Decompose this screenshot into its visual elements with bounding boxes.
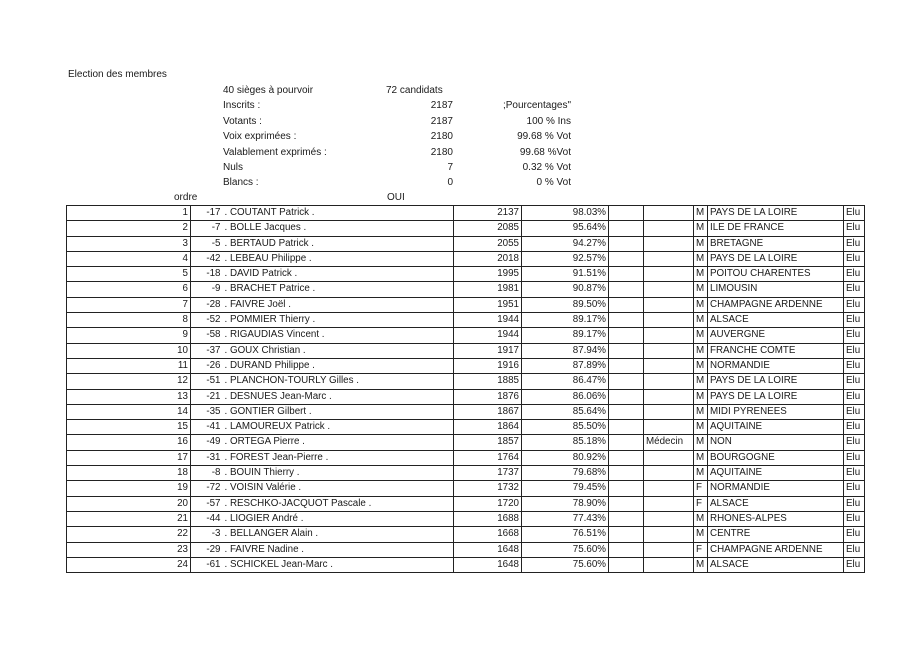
summary-percent: 0 % Vot [536, 177, 571, 189]
percent-cell: 75.60% [522, 557, 609, 572]
percent-cell: 95.64% [522, 221, 609, 236]
region-cell: CENTRE [708, 527, 844, 542]
candidate-name-cell: . BOLLE Jacques . [223, 221, 454, 236]
table-row [67, 251, 865, 266]
rank-cell: 7 [67, 297, 191, 312]
blank-cell [609, 206, 644, 221]
status-cell: Elu [844, 343, 865, 358]
rank-cell: 18 [67, 466, 191, 481]
summary-percent: 100 % Ins [526, 115, 571, 127]
summary-percent: ;Pourcentages" [502, 100, 571, 112]
table-row [67, 496, 865, 511]
region-cell: BRETAGNE [708, 236, 844, 251]
profession-cell [644, 389, 694, 404]
status-cell: Elu [844, 251, 865, 266]
status-cell: Elu [844, 328, 865, 343]
profession-cell [644, 282, 694, 297]
results-table [66, 205, 865, 573]
summary-row [223, 145, 583, 160]
table-row [67, 527, 865, 542]
votes-cell: 1981 [454, 282, 522, 297]
summary-block [223, 83, 583, 191]
profession-cell [644, 297, 694, 312]
sex-cell: M [694, 251, 708, 266]
sex-cell: M [694, 206, 708, 221]
ordre-cell: -49 [191, 435, 223, 450]
blank-cell [609, 450, 644, 465]
profession-cell [644, 404, 694, 419]
region-cell: ALSACE [708, 557, 844, 572]
region-cell: RHONES-ALPES [708, 511, 844, 526]
region-cell: PAYS DE LA LOIRE [708, 206, 844, 221]
votes-cell: 2055 [454, 236, 522, 251]
candidate-name-cell: . VOISIN Valérie . [223, 481, 454, 496]
profession-cell [644, 511, 694, 526]
percent-cell: 87.89% [522, 358, 609, 373]
region-cell: NON [708, 435, 844, 450]
blank-cell [609, 527, 644, 542]
summary-row [223, 114, 583, 129]
percent-cell: 85.50% [522, 420, 609, 435]
rank-cell: 19 [67, 481, 191, 496]
percent-cell: 85.64% [522, 404, 609, 419]
percent-cell: 89.50% [522, 297, 609, 312]
region-cell: MIDI PYRENEES [708, 404, 844, 419]
region-cell: LIMOUSIN [708, 282, 844, 297]
votes-cell: 1864 [454, 420, 522, 435]
blank-cell [609, 420, 644, 435]
profession-cell [644, 557, 694, 572]
sex-cell: M [694, 328, 708, 343]
rank-cell: 13 [67, 389, 191, 404]
ordre-cell: -28 [191, 297, 223, 312]
rank-cell: 10 [67, 343, 191, 358]
ordre-cell: -29 [191, 542, 223, 557]
votes-cell: 1944 [454, 328, 522, 343]
blank-cell [609, 435, 644, 450]
table-row [67, 542, 865, 557]
votes-cell: 1885 [454, 374, 522, 389]
sex-cell: M [694, 297, 708, 312]
sex-cell: M [694, 527, 708, 542]
table-row [67, 221, 865, 236]
sex-cell: M [694, 374, 708, 389]
status-cell: Elu [844, 313, 865, 328]
profession-cell [644, 251, 694, 266]
candidate-name-cell: . ORTEGA Pierre . [223, 435, 454, 450]
seats-label: 40 sièges à pourvoir [223, 85, 314, 96]
summary-row [223, 175, 583, 190]
table-row [67, 374, 865, 389]
results-body [67, 206, 865, 573]
table-row [67, 236, 865, 251]
candidate-name-cell: . BOUIN Thierry . [223, 466, 454, 481]
candidate-name-cell: . FAIVRE Joël . [223, 297, 454, 312]
candidate-name-cell: . BRACHET Patrice . [223, 282, 454, 297]
sex-cell: M [694, 343, 708, 358]
table-row [67, 282, 865, 297]
table-row [67, 313, 865, 328]
profession-cell [644, 328, 694, 343]
ordre-cell: -51 [191, 374, 223, 389]
table-row [67, 358, 865, 373]
percent-cell: 87.94% [522, 343, 609, 358]
status-cell: Elu [844, 389, 865, 404]
candidate-name-cell: . LEBEAU Philippe . [223, 251, 454, 266]
percent-cell: 86.47% [522, 374, 609, 389]
region-cell: ILE DE FRANCE [708, 221, 844, 236]
blank-cell [609, 557, 644, 572]
votes-cell: 1917 [454, 343, 522, 358]
candidate-name-cell: . SCHICKEL Jean-Marc . [223, 557, 454, 572]
rank-cell: 16 [67, 435, 191, 450]
blank-cell [609, 466, 644, 481]
status-cell: Elu [844, 511, 865, 526]
region-cell: NORMANDIE [708, 358, 844, 373]
percent-cell: 90.87% [522, 282, 609, 297]
region-cell: AQUITAINE [708, 420, 844, 435]
percent-cell: 89.17% [522, 313, 609, 328]
table-row [67, 328, 865, 343]
status-cell: Elu [844, 404, 865, 419]
rank-cell: 23 [67, 542, 191, 557]
candidate-name-cell: . LIOGIER André . [223, 511, 454, 526]
candidate-name-cell: . PLANCHON-TOURLY Gilles . [223, 374, 454, 389]
rank-cell: 1 [67, 206, 191, 221]
status-cell: Elu [844, 542, 865, 557]
ordre-cell: -3 [191, 527, 223, 542]
profession-cell [644, 206, 694, 221]
blank-cell [609, 251, 644, 266]
region-cell: POITOU CHARENTES [708, 267, 844, 282]
status-cell: Elu [844, 435, 865, 450]
status-cell: Elu [844, 481, 865, 496]
sex-cell: M [694, 435, 708, 450]
percent-cell: 92.57% [522, 251, 609, 266]
candidate-name-cell: . DESNUES Jean-Marc . [223, 389, 454, 404]
region-cell: PAYS DE LA LOIRE [708, 251, 844, 266]
summary-rows [223, 98, 583, 190]
status-cell: Elu [844, 206, 865, 221]
profession-cell [644, 267, 694, 282]
blank-cell [609, 313, 644, 328]
status-cell: Elu [844, 557, 865, 572]
votes-cell: 2018 [454, 251, 522, 266]
blank-cell [609, 343, 644, 358]
percent-cell: 79.45% [522, 481, 609, 496]
sex-cell: M [694, 511, 708, 526]
percent-cell: 75.60% [522, 542, 609, 557]
summary-seats-row [223, 83, 583, 98]
summary-label: Voix exprimées : [223, 131, 297, 143]
votes-cell: 1867 [454, 404, 522, 419]
summary-value: 7 [447, 161, 453, 173]
votes-cell: 1916 [454, 358, 522, 373]
blank-cell [609, 374, 644, 389]
percent-cell: 94.27% [522, 236, 609, 251]
sex-cell: M [694, 404, 708, 419]
ordre-cell: -8 [191, 466, 223, 481]
sex-cell: M [694, 420, 708, 435]
votes-cell: 2137 [454, 206, 522, 221]
ordre-cell: -26 [191, 358, 223, 373]
profession-cell: Médecin [644, 435, 694, 450]
percent-cell: 80.92% [522, 450, 609, 465]
summary-value: 2180 [430, 131, 453, 143]
percent-cell: 89.17% [522, 328, 609, 343]
region-cell: AUVERGNE [708, 328, 844, 343]
summary-label: Valablement exprimés : [223, 146, 327, 158]
blank-cell [609, 542, 644, 557]
ordre-cell: -35 [191, 404, 223, 419]
ordre-cell: -37 [191, 343, 223, 358]
region-cell: CHAMPAGNE ARDENNE [708, 297, 844, 312]
status-cell: Elu [844, 496, 865, 511]
table-row [67, 557, 865, 572]
sex-cell: M [694, 466, 708, 481]
votes-cell: 1737 [454, 466, 522, 481]
rank-cell: 15 [67, 420, 191, 435]
sex-cell: F [694, 496, 708, 511]
sex-cell: F [694, 542, 708, 557]
ordre-cell: -18 [191, 267, 223, 282]
profession-cell [644, 374, 694, 389]
table-row [67, 466, 865, 481]
table-row [67, 420, 865, 435]
rank-cell: 6 [67, 282, 191, 297]
votes-cell: 1951 [454, 297, 522, 312]
ordre-cell: -57 [191, 496, 223, 511]
table-row [67, 206, 865, 221]
table-row [67, 389, 865, 404]
votes-cell: 1764 [454, 450, 522, 465]
table-row [67, 404, 865, 419]
rank-cell: 12 [67, 374, 191, 389]
rank-cell: 3 [67, 236, 191, 251]
candidate-name-cell: . GOUX Christian . [223, 343, 454, 358]
rank-cell: 11 [67, 358, 191, 373]
votes-cell: 1688 [454, 511, 522, 526]
votes-cell: 1944 [454, 313, 522, 328]
percent-cell: 79.68% [522, 466, 609, 481]
votes-cell: 1857 [454, 435, 522, 450]
rank-cell: 9 [67, 328, 191, 343]
votes-cell: 2085 [454, 221, 522, 236]
ordre-cell: -58 [191, 328, 223, 343]
profession-cell [644, 542, 694, 557]
status-cell: Elu [844, 267, 865, 282]
candidate-name-cell: . BERTAUD Patrick . [223, 236, 454, 251]
candidate-name-cell: . BELLANGER Alain . [223, 527, 454, 542]
summary-percent: 99.68 % Vot [517, 131, 571, 143]
ordre-cell: -72 [191, 481, 223, 496]
table-row [67, 450, 865, 465]
region-cell: NORMANDIE [708, 481, 844, 496]
ordre-cell: -5 [191, 236, 223, 251]
ordre-cell: -41 [191, 420, 223, 435]
votes-cell: 1720 [454, 496, 522, 511]
votes-cell: 1648 [454, 557, 522, 572]
table-row [67, 343, 865, 358]
percent-cell: 76.51% [522, 527, 609, 542]
rank-cell: 22 [67, 527, 191, 542]
status-cell: Elu [844, 236, 865, 251]
document-title: Election des membres [68, 69, 167, 80]
region-cell: PAYS DE LA LOIRE [708, 374, 844, 389]
percent-cell: 78.90% [522, 496, 609, 511]
profession-cell [644, 358, 694, 373]
profession-cell [644, 236, 694, 251]
ordre-cell: -9 [191, 282, 223, 297]
ordre-cell: -44 [191, 511, 223, 526]
status-cell: Elu [844, 450, 865, 465]
sex-cell: M [694, 450, 708, 465]
status-cell: Elu [844, 282, 865, 297]
sex-cell: M [694, 557, 708, 572]
percent-cell: 85.18% [522, 435, 609, 450]
region-cell: PAYS DE LA LOIRE [708, 389, 844, 404]
summary-value: 0 [447, 177, 453, 189]
table-row [67, 511, 865, 526]
oui-header: OUI [387, 192, 405, 203]
summary-value: 2187 [430, 100, 453, 112]
candidate-name-cell: . FAIVRE Nadine . [223, 542, 454, 557]
sex-cell: M [694, 313, 708, 328]
profession-cell [644, 313, 694, 328]
summary-label: Blancs : [223, 177, 259, 189]
ordre-cell: -17 [191, 206, 223, 221]
ordre-header: ordre [174, 192, 198, 203]
candidate-name-cell: . RIGAUDIAS Vincent . [223, 328, 454, 343]
status-cell: Elu [844, 420, 865, 435]
votes-cell: 1648 [454, 542, 522, 557]
blank-cell [609, 297, 644, 312]
region-cell: BOURGOGNE [708, 450, 844, 465]
region-cell: ALSACE [708, 496, 844, 511]
rank-cell: 21 [67, 511, 191, 526]
profession-cell [644, 343, 694, 358]
blank-cell [609, 267, 644, 282]
summary-value: 2187 [430, 115, 453, 127]
candidate-name-cell: . GONTIER Gilbert . [223, 404, 454, 419]
rank-cell: 2 [67, 221, 191, 236]
percent-cell: 98.03% [522, 206, 609, 221]
status-cell: Elu [844, 358, 865, 373]
sex-cell: F [694, 481, 708, 496]
percent-cell: 86.06% [522, 389, 609, 404]
status-cell: Elu [844, 466, 865, 481]
profession-cell [644, 420, 694, 435]
ordre-cell: -31 [191, 450, 223, 465]
blank-cell [609, 389, 644, 404]
blank-cell [609, 404, 644, 419]
ordre-cell: -42 [191, 251, 223, 266]
rank-cell: 20 [67, 496, 191, 511]
summary-value: 2180 [430, 146, 453, 158]
rank-cell: 14 [67, 404, 191, 419]
region-cell: CHAMPAGNE ARDENNE [708, 542, 844, 557]
summary-row [223, 160, 583, 175]
ordre-cell: -7 [191, 221, 223, 236]
rank-cell: 24 [67, 557, 191, 572]
blank-cell [609, 511, 644, 526]
votes-cell: 1732 [454, 481, 522, 496]
profession-cell [644, 527, 694, 542]
sex-cell: M [694, 221, 708, 236]
summary-label: Nuls [223, 161, 244, 173]
blank-cell [609, 221, 644, 236]
summary-percent: 99.68 %Vot [519, 146, 571, 158]
rank-cell: 17 [67, 450, 191, 465]
table-row [67, 267, 865, 282]
candidate-name-cell: . COUTANT Patrick . [223, 206, 454, 221]
table-row [67, 297, 865, 312]
table-row [67, 435, 865, 450]
candidate-name-cell: . POMMIER Thierry . [223, 313, 454, 328]
summary-row [223, 98, 583, 113]
region-cell: FRANCHE COMTE [708, 343, 844, 358]
region-cell: ALSACE [708, 313, 844, 328]
status-cell: Elu [844, 221, 865, 236]
profession-cell [644, 450, 694, 465]
rank-cell: 4 [67, 251, 191, 266]
profession-cell [644, 481, 694, 496]
votes-cell: 1876 [454, 389, 522, 404]
status-cell: Elu [844, 374, 865, 389]
blank-cell [609, 358, 644, 373]
profession-cell [644, 221, 694, 236]
sex-cell: M [694, 267, 708, 282]
blank-cell [609, 496, 644, 511]
percent-cell: 77.43% [522, 511, 609, 526]
profession-cell [644, 496, 694, 511]
summary-row [223, 129, 583, 144]
summary-label: Inscrits : [223, 100, 261, 112]
blank-cell [609, 328, 644, 343]
candidate-name-cell: . LAMOUREUX Patrick . [223, 420, 454, 435]
rank-cell: 5 [67, 267, 191, 282]
candidate-name-cell: . DURAND Philippe . [223, 358, 454, 373]
candidate-name-cell: . DAVID Patrick . [223, 267, 454, 282]
candidate-name-cell: . FOREST Jean-Pierre . [223, 450, 454, 465]
percent-cell: 91.51% [522, 267, 609, 282]
profession-cell [644, 466, 694, 481]
summary-label: Votants : [223, 115, 262, 127]
candidates-label: 72 candidats [386, 85, 443, 96]
sex-cell: M [694, 236, 708, 251]
sex-cell: M [694, 389, 708, 404]
votes-cell: 1668 [454, 527, 522, 542]
votes-cell: 1995 [454, 267, 522, 282]
region-cell: AQUITAINE [708, 466, 844, 481]
candidate-name-cell: . RESCHKO-JACQUOT Pascale . [223, 496, 454, 511]
sex-cell: M [694, 282, 708, 297]
ordre-cell: -61 [191, 557, 223, 572]
rank-cell: 8 [67, 313, 191, 328]
ordre-cell: -21 [191, 389, 223, 404]
blank-cell [609, 236, 644, 251]
ordre-cell: -52 [191, 313, 223, 328]
summary-percent: 0.32 % Vot [522, 161, 571, 173]
table-row [67, 481, 865, 496]
status-cell: Elu [844, 297, 865, 312]
sex-cell: M [694, 358, 708, 373]
blank-cell [609, 282, 644, 297]
status-cell: Elu [844, 527, 865, 542]
blank-cell [609, 481, 644, 496]
